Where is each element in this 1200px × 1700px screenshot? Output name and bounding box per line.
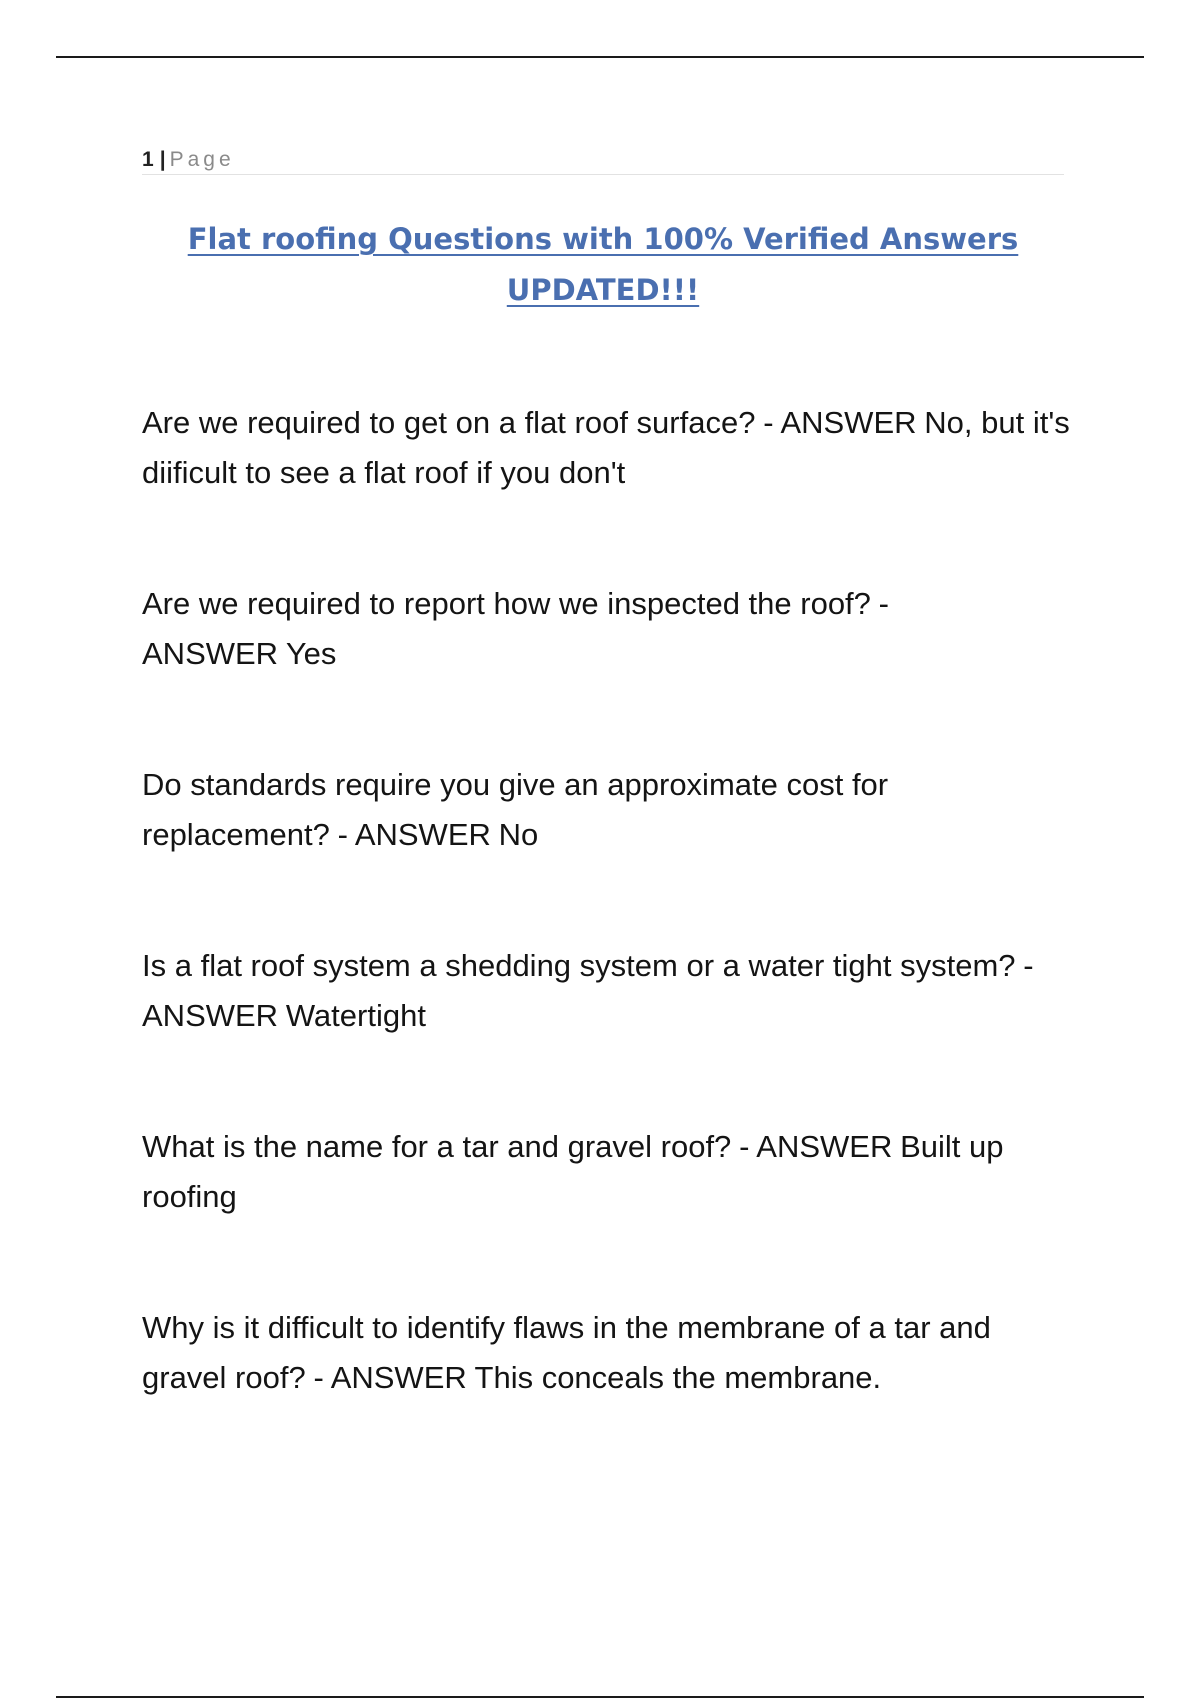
top-rule [56, 56, 1144, 58]
question-text: Are we required to get on a flat roof surface? [142, 405, 756, 440]
page-number: 1 [142, 148, 154, 171]
answer-text: Watertight [285, 998, 426, 1033]
page-label: Page [169, 148, 235, 171]
answer-text: This conceals the membrane. [474, 1360, 882, 1395]
qa-item [142, 1303, 1072, 1403]
question-text: Is a flat roof system a shedding system or a water tight system? [142, 948, 1016, 983]
qa-item [142, 579, 1072, 679]
answer-prefix: - ANSWER [763, 405, 917, 440]
answer-text: No [498, 817, 539, 852]
answer-text: Built up roofing [142, 1129, 1004, 1214]
answer-prefix: - ANSWER [337, 817, 491, 852]
question-text: Are we required to report how we inspected the roof? [142, 586, 871, 621]
answer-prefix: - ANSWER [142, 586, 889, 671]
question-text: Why is it difficult to identify flaws in the membrane of a tar and gravel roof? [142, 1310, 991, 1395]
qa-item [142, 760, 1072, 860]
qa-item [142, 1122, 1072, 1222]
qa-item [142, 941, 1072, 1041]
document-title: Flat roofing Questions with 100% Verified Answers UPDATED!!! [187, 222, 1019, 307]
question-text: What is the name for a tar and gravel roof? [142, 1129, 732, 1164]
bottom-rule [56, 1696, 1144, 1698]
answer-text: No, but it's diificult to see a flat roof if you don't [142, 405, 1070, 490]
answer-prefix: - ANSWER [739, 1129, 893, 1164]
qa-item [142, 398, 1072, 498]
answer-prefix: - ANSWER [142, 948, 1034, 1033]
answer-text: Yes [285, 636, 337, 671]
page-header [142, 146, 1064, 175]
qa-list [142, 398, 1072, 1484]
page-separator: | [159, 148, 166, 171]
answer-prefix: - ANSWER [313, 1360, 467, 1395]
question-text: Do standards require you give an approximate cost for replacement? [142, 767, 889, 852]
